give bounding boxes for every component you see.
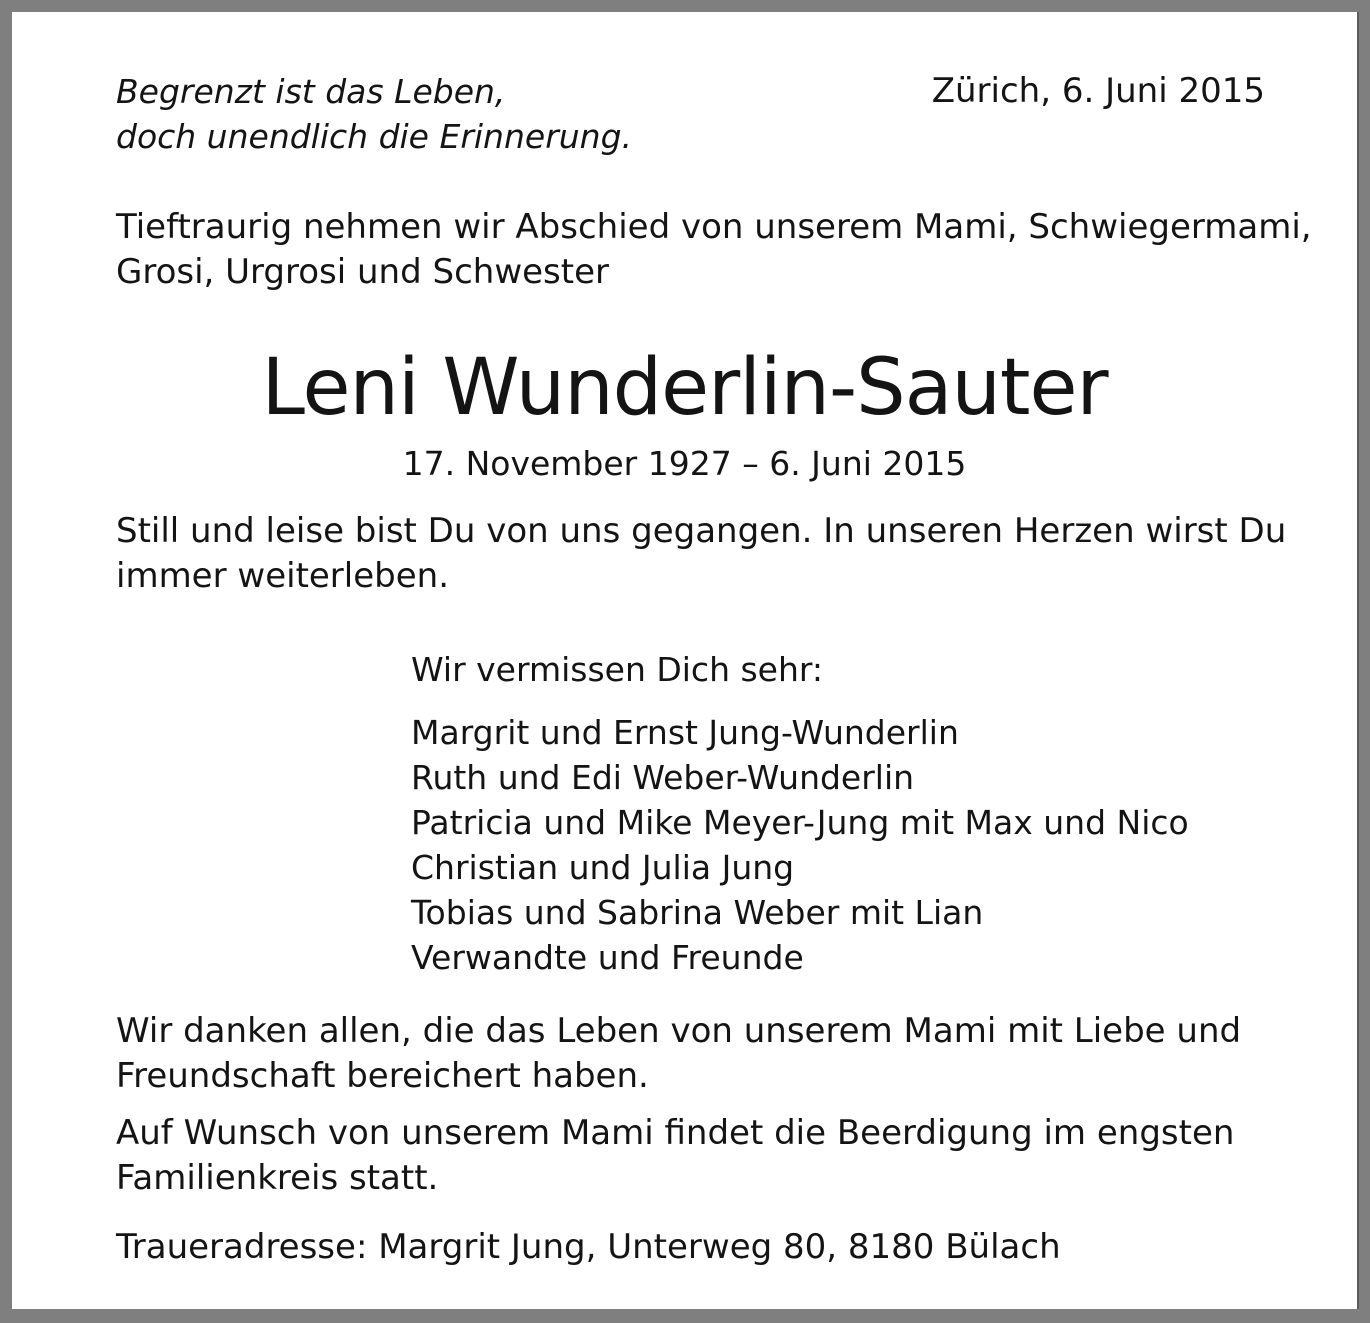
mourner-entry: Ruth und Edi Weber-Wunderlin [411,758,915,797]
deceased-name: Leni Wunderlin-Sauter [261,343,1108,433]
mourner-entry: Patricia und Mike Meyer-Jung mit Max und Nico [411,803,1189,842]
lifespan-dates: 17. November 1927 – 6. Juni 2015 [402,444,967,483]
mourner-entry: Tobias und Sabrina Weber mit Lian [411,893,984,932]
mourner-entry: Christian und Julia Jung [411,848,795,887]
thanks-line-1: Wir danken allen, die das Leben von unserem Mami mit Liebe und [116,1011,1242,1051]
funeral-line-2: Familienkreis statt. [116,1158,439,1198]
mourner-entry: Verwandte und Freunde [411,938,804,977]
farewell-line-1: Still und leise bist Du von uns gegangen. In unseren Herzen wirst Du [116,511,1287,551]
intro-line-1: Tieftraurig nehmen wir Abschied von unserem Mami, Schwiegermami, [116,207,1312,247]
intro-line-2: Grosi, Urgrosi und Schwester [116,252,609,292]
mourners-heading: Wir vermissen Dich sehr: [411,650,824,689]
mourners-list [411,710,1189,980]
funeral-line-1: Auf Wunsch von unserem Mami findet die Beerdigung im engsten [116,1113,1235,1153]
motto-line-1: Begrenzt ist das Leben, [116,72,506,111]
mourning-address: Traueradresse: Margrit Jung, Unterweg 80, 8180 Bülach [116,1227,1061,1267]
obituary-sheet [12,12,1359,1309]
farewell-line-2: immer weiterleben. [116,556,450,596]
place-date: Zürich, 6. Juni 2015 [931,71,1265,111]
thanks-line-2: Freundschaft bereichert haben. [116,1056,649,1096]
motto-line-2: doch unendlich die Erinnerung. [116,117,633,156]
mourner-entry: Margrit und Ernst Jung-Wunderlin [411,713,959,752]
